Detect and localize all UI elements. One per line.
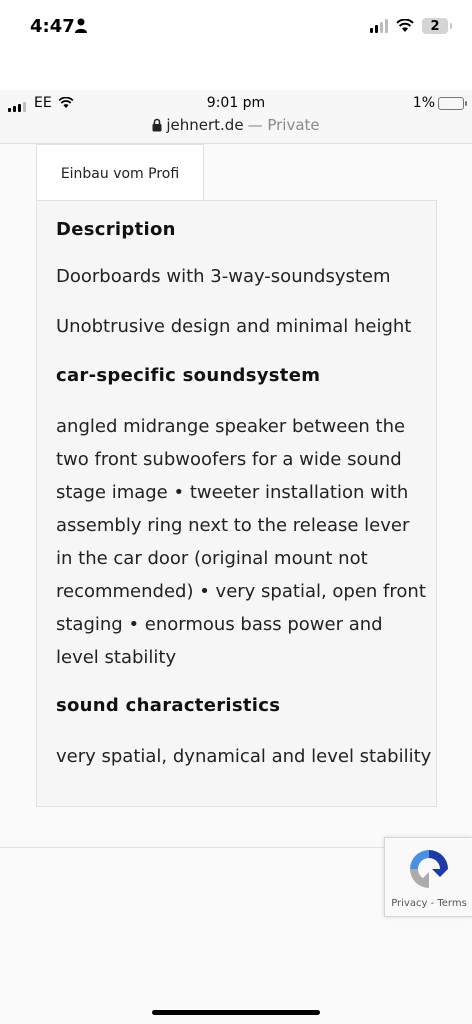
home-indicator[interactable]	[152, 1010, 320, 1015]
inner-time: 9:01 pm	[206, 95, 266, 111]
address-bar[interactable]	[0, 116, 472, 134]
recaptcha-links[interactable]: Privacy - Terms	[391, 898, 467, 909]
characteristics-text: very spatial, dynamical and level stability	[56, 746, 432, 767]
device-time: 4:47	[30, 16, 75, 37]
tab-einbau-vom-profi[interactable]: Einbau vom Profi	[36, 144, 204, 202]
recaptcha-icon	[404, 844, 454, 894]
wifi-icon	[396, 19, 414, 33]
safari-page-screenshot	[0, 90, 472, 1024]
device-status-icons	[370, 18, 448, 34]
lock-icon	[152, 118, 162, 132]
soundsystem-heading: car-specific soundsystem	[56, 365, 321, 386]
carrier-label: EE	[34, 95, 52, 111]
soundsystem-text: angled midrange speaker between the two front subwoofers for a wide sound stage image • tweeter installation with assembly ring next to the release lever in the car door (original mount not recommended) • very spatial, open front staging • enormous bass power and level stability	[56, 416, 426, 668]
description-panel	[36, 200, 437, 807]
inner-battery-icon	[438, 97, 464, 110]
battery-icon: 2	[422, 18, 448, 34]
browser-header	[0, 90, 472, 144]
device-status-bar	[0, 0, 472, 58]
recaptcha-badge[interactable]	[384, 837, 472, 917]
description-line-2: Unobtrusive design and minimal height	[56, 316, 412, 337]
description-heading: Description	[56, 219, 176, 240]
private-label: — Private	[247, 116, 320, 134]
battery-percent: 1%	[412, 95, 435, 111]
inner-battery	[413, 95, 464, 111]
description-line-1: Doorboards with 3-way-soundsystem	[56, 266, 391, 287]
person-icon	[74, 18, 88, 34]
characteristics-heading: sound characteristics	[56, 695, 281, 716]
url-domain: jehnert.de	[166, 116, 244, 134]
cellular-signal-icon	[370, 19, 388, 33]
